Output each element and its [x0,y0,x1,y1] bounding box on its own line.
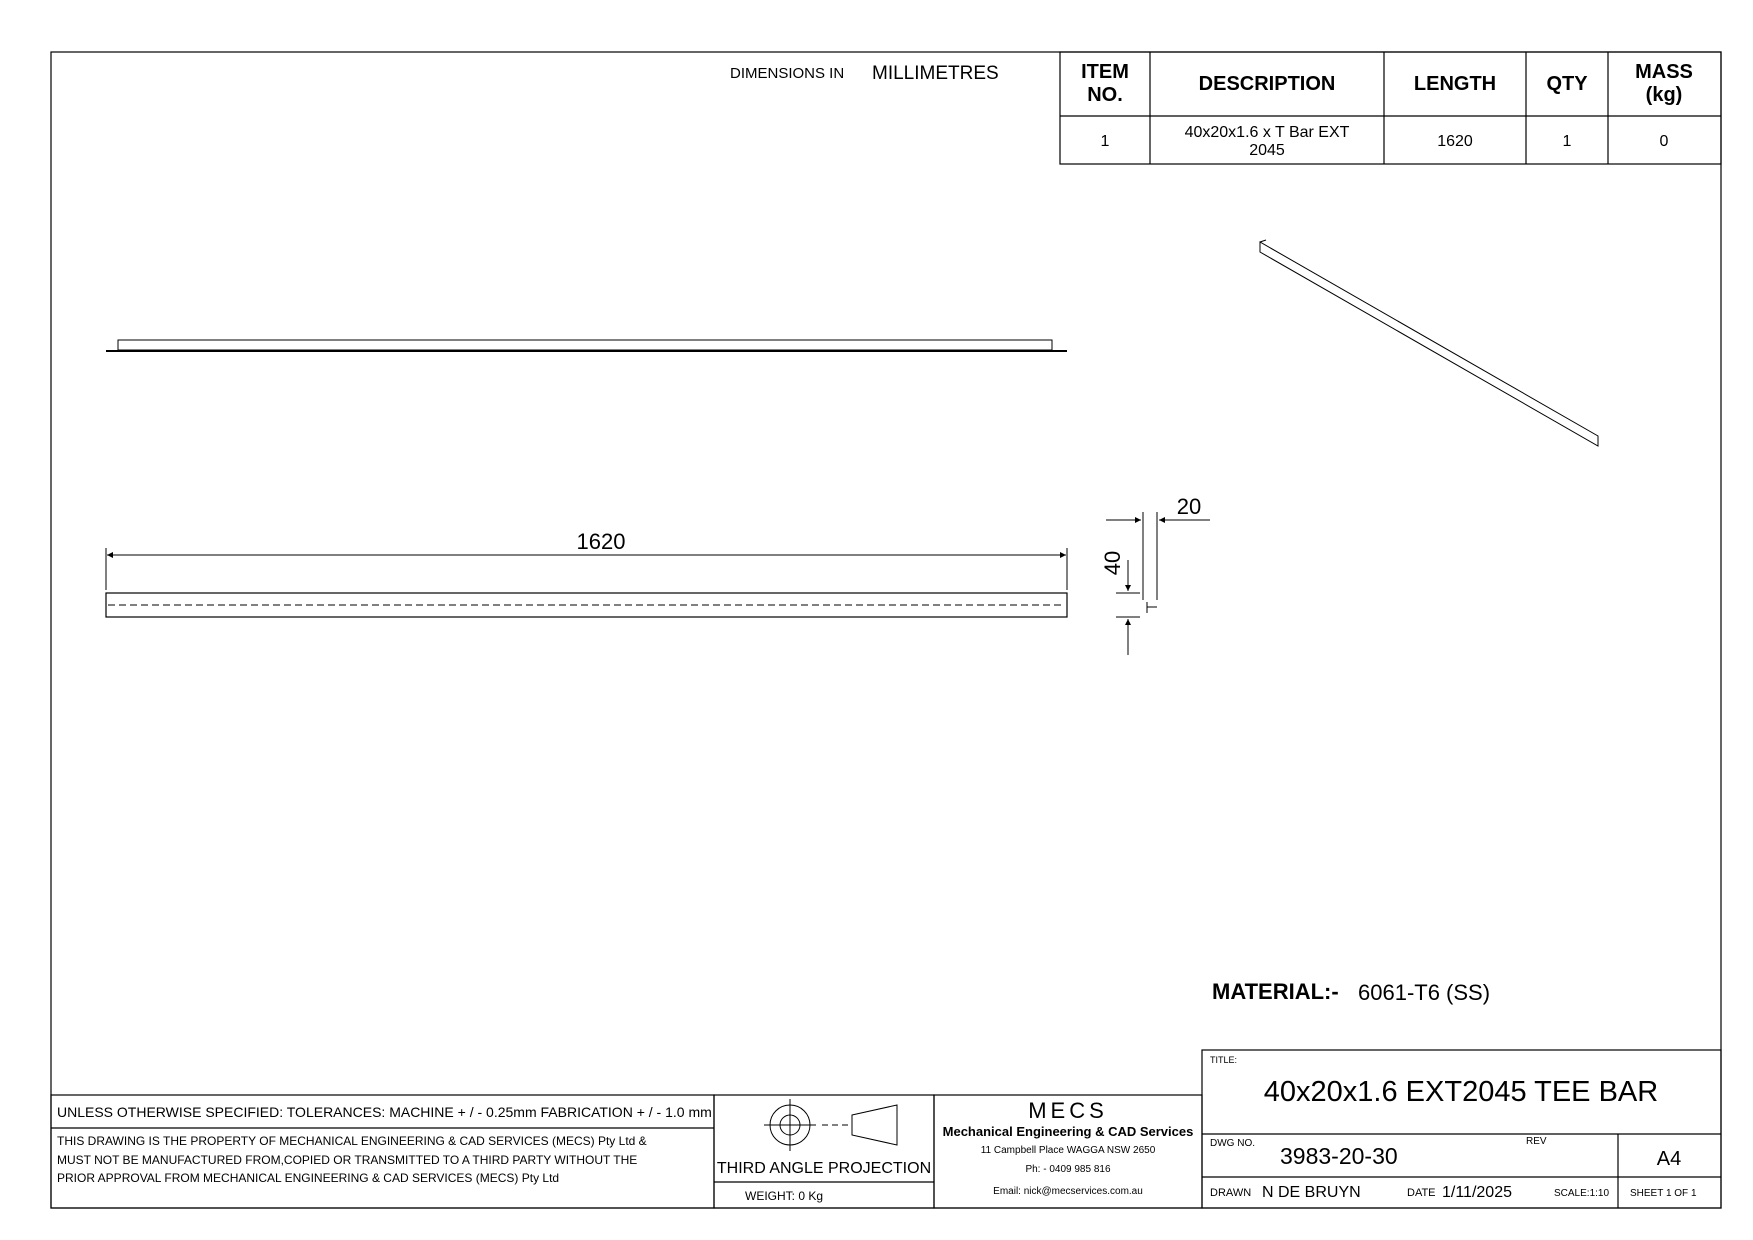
sheet-size: A4 [1656,1148,1682,1170]
scale-value: SCALE:1:10 [1554,1188,1610,1199]
top-view [106,340,1067,351]
bom-header-item-2: NO. [1087,84,1123,106]
bom-cell-qty: 1 [1562,133,1572,150]
height-dimension-label: 40 [1100,550,1125,576]
bom-header-item-1: ITEM [1081,61,1129,83]
property-notice-line-3: PRIOR APPROVAL FROM MECHANICAL ENGINEERING & CAD SERVICES (MECS) Pty Ltd [57,1171,560,1185]
bom-header-mass-2: (kg) [1645,84,1683,106]
bom-cell-description-2: 2045 [1249,142,1285,159]
title-caption: TITLE: [1210,1055,1238,1065]
tolerances-note: UNLESS OTHERWISE SPECIFIED: TOLERANCES: MACHINE + / - 0.25mm FABRICATION + / - 1.0 mm [57,1104,712,1120]
isometric-view [1260,240,1598,446]
bom-cell-description-1: 40x20x1.6 x T Bar EXT [1184,124,1350,141]
sheet-number: SHEET 1 OF 1 [1630,1188,1697,1199]
drawn-caption: DRAWN [1210,1187,1252,1199]
rev-caption: REV [1526,1136,1547,1147]
material-label: MATERIAL:- [1212,979,1339,1004]
property-notice-line-1: THIS DRAWING IS THE PROPERTY OF MECHANICAL ENGINEERING & CAD SERVICES (MECS) Pty Ltd & [57,1134,647,1148]
company-phone: Ph: - 0409 985 816 [1025,1164,1111,1175]
bom-cell-item: 1 [1100,133,1110,150]
end-view [1106,512,1210,655]
company-email: Email: nick@mecservices.com.au [993,1186,1143,1197]
projection-label: THIRD ANGLE PROJECTION [716,1160,932,1177]
bom-cell-mass: 0 [1659,133,1669,150]
company-address: 11 Campbell Place WAGGA NSW 2650 [980,1145,1156,1156]
company-logo: MECS [1028,1098,1108,1123]
bom-header-qty: QTY [1546,73,1588,95]
sheet-border [51,52,1721,1208]
bom-table [1060,52,1721,164]
length-dimension-label: 1620 [576,529,626,554]
material-value: 6061-T6 (SS) [1358,980,1491,1005]
width-dimension-label: 20 [1176,494,1202,519]
third-angle-projection-icon [764,1099,897,1151]
dwg-no-value: 3983-20-30 [1280,1143,1398,1169]
drawn-by: N DE BRUYN [1262,1184,1361,1201]
date-value: 1/11/2025 [1442,1184,1512,1201]
dwg-no-caption: DWG NO. [1210,1138,1255,1149]
weight-label: WEIGHT: 0 Kg [745,1189,824,1203]
units-value: MILLIMETRES [872,63,999,84]
units-label: DIMENSIONS IN [730,65,845,82]
front-view [106,548,1067,617]
company-name: Mechanical Engineering & CAD Services [942,1124,1194,1139]
property-notice-line-2: MUST NOT BE MANUFACTURED FROM,COPIED OR TRANSMITTED TO A THIRD PARTY WITHOUT THE [57,1153,638,1167]
date-caption: DATE [1407,1187,1436,1199]
bom-header-mass-1: MASS [1635,61,1693,83]
bom-header-length: LENGTH [1413,73,1497,95]
bom-cell-length: 1620 [1437,133,1473,150]
drawing-title: 40x20x1.6 EXT2045 TEE BAR [1263,1076,1659,1108]
bom-header [1081,61,1693,106]
bom-header-description: DESCRIPTION [1198,73,1336,95]
